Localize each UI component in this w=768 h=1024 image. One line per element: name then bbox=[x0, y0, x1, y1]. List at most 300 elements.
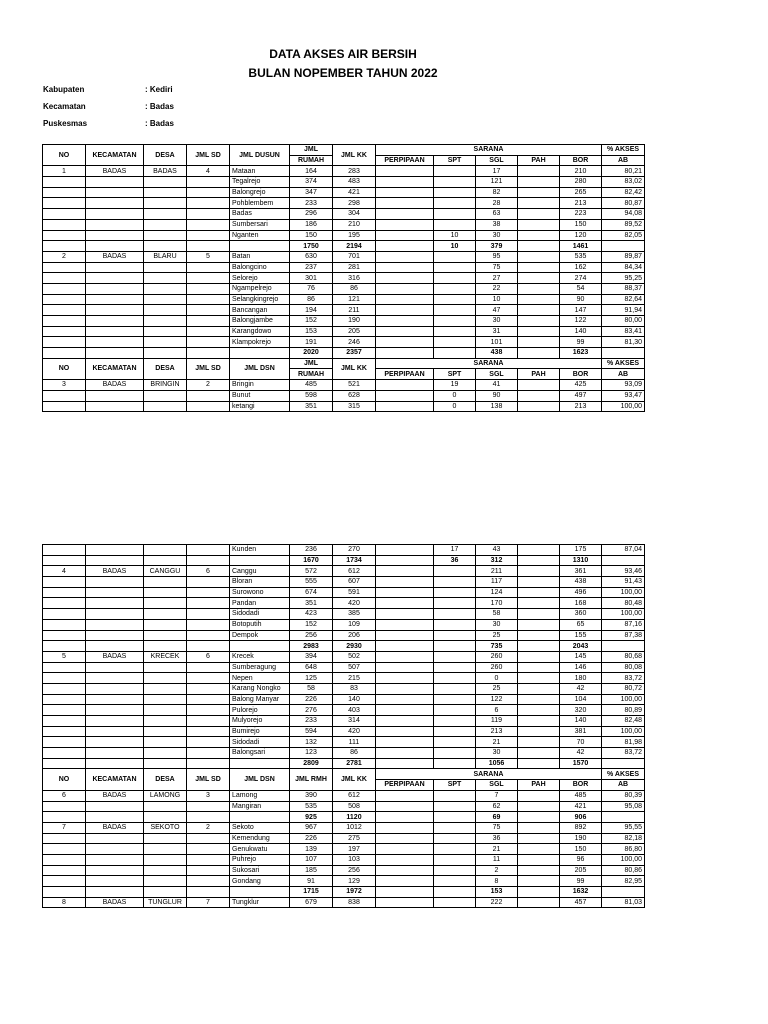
cell-spt bbox=[434, 251, 476, 262]
cell-jml-rumah: 598 bbox=[290, 390, 333, 401]
cell-no bbox=[43, 609, 86, 620]
header-sgl: SGL bbox=[476, 780, 518, 791]
header-jml: JML bbox=[290, 145, 333, 156]
cell-sgl: 25 bbox=[476, 683, 518, 694]
header-spt: SPT bbox=[434, 780, 476, 791]
cell-jml-sd: 7 bbox=[187, 897, 230, 908]
cell-desa bbox=[144, 683, 187, 694]
cell-jml-rumah: 967 bbox=[290, 822, 333, 833]
cell-dusun: ketangi bbox=[230, 401, 290, 412]
cell-spt bbox=[434, 726, 476, 737]
table-row bbox=[43, 587, 645, 598]
cell-jml-sd bbox=[187, 219, 230, 230]
cell-dusun: Tegalrejo bbox=[230, 177, 290, 188]
cell-akses-ab: 95,55 bbox=[602, 822, 645, 833]
cell-jml-kk: 211 bbox=[333, 305, 376, 316]
cell-perpipaan bbox=[376, 662, 434, 673]
cell-sgl: 379 bbox=[476, 241, 518, 252]
cell-jml-kk: 298 bbox=[333, 198, 376, 209]
cell-no bbox=[43, 187, 86, 198]
header-jml-sd: JML SD bbox=[187, 145, 230, 166]
cell-kecamatan bbox=[86, 844, 144, 855]
header-jml-dusun: JML DUSUN bbox=[230, 145, 290, 166]
cell-jml-sd bbox=[187, 609, 230, 620]
cell-akses-ab: 100,00 bbox=[602, 694, 645, 705]
table-row bbox=[43, 380, 645, 391]
cell-akses-ab: 83,72 bbox=[602, 748, 645, 759]
cell-jml-kk: 1734 bbox=[333, 555, 376, 566]
cell-bor: 168 bbox=[560, 598, 602, 609]
cell-kecamatan bbox=[86, 726, 144, 737]
table-row bbox=[43, 694, 645, 705]
cell-akses-ab: 81,30 bbox=[602, 337, 645, 348]
cell-sgl: 121 bbox=[476, 177, 518, 188]
cell-kecamatan bbox=[86, 887, 144, 898]
cell-kecamatan bbox=[86, 630, 144, 641]
cell-pah bbox=[518, 609, 560, 620]
cell-jml-sd bbox=[187, 598, 230, 609]
header-pah: PAH bbox=[518, 780, 560, 791]
cell-jml-rumah: 2809 bbox=[290, 758, 333, 769]
cell-akses-ab: 100,00 bbox=[602, 726, 645, 737]
cell-sgl: 735 bbox=[476, 641, 518, 652]
cell-bor: 1570 bbox=[560, 758, 602, 769]
cell-spt bbox=[434, 198, 476, 209]
cell-kecamatan bbox=[86, 401, 144, 412]
table-row bbox=[43, 705, 645, 716]
cell-dusun: Nganten bbox=[230, 230, 290, 241]
cell-desa bbox=[144, 641, 187, 652]
cell-jml-rumah: 150 bbox=[290, 230, 333, 241]
cell-pah bbox=[518, 726, 560, 737]
cell-no bbox=[43, 758, 86, 769]
cell-spt: 0 bbox=[434, 390, 476, 401]
cell-no: 3 bbox=[43, 380, 86, 391]
meta-label: Kabupaten bbox=[43, 85, 85, 94]
cell-jml-kk: 83 bbox=[333, 683, 376, 694]
cell-kecamatan bbox=[86, 390, 144, 401]
cell-akses-ab: 84,34 bbox=[602, 262, 645, 273]
cell-pah bbox=[518, 651, 560, 662]
cell-bor: 1461 bbox=[560, 241, 602, 252]
cell-perpipaan bbox=[376, 887, 434, 898]
cell-sgl: 30 bbox=[476, 230, 518, 241]
cell-jml-kk: 210 bbox=[333, 219, 376, 230]
header-row bbox=[43, 358, 645, 369]
cell-dusun: Balong Manyar bbox=[230, 694, 290, 705]
cell-jml-kk: 86 bbox=[333, 748, 376, 759]
cell-sgl: 30 bbox=[476, 316, 518, 327]
cell-bor: 104 bbox=[560, 694, 602, 705]
cell-pah bbox=[518, 619, 560, 630]
cell-bor: 1632 bbox=[560, 887, 602, 898]
cell-akses-ab: 83,41 bbox=[602, 326, 645, 337]
cell-no bbox=[43, 865, 86, 876]
meta-value: : Kediri bbox=[145, 85, 173, 94]
cell-perpipaan bbox=[376, 337, 434, 348]
cell-pah bbox=[518, 854, 560, 865]
subtotal-row bbox=[43, 241, 645, 252]
cell-perpipaan bbox=[376, 865, 434, 876]
cell-kecamatan bbox=[86, 587, 144, 598]
cell-desa bbox=[144, 209, 187, 220]
cell-desa bbox=[144, 876, 187, 887]
cell-jml-sd bbox=[187, 209, 230, 220]
cell-kecamatan bbox=[86, 619, 144, 630]
cell-jml-rumah: 347 bbox=[290, 187, 333, 198]
cell-jml-rumah: 374 bbox=[290, 177, 333, 188]
cell-pah bbox=[518, 587, 560, 598]
cell-jml-rumah: 1670 bbox=[290, 555, 333, 566]
cell-akses-ab: 82,64 bbox=[602, 294, 645, 305]
cell-akses-ab: 81,98 bbox=[602, 737, 645, 748]
cell-jml-sd bbox=[187, 758, 230, 769]
cell-kecamatan bbox=[86, 177, 144, 188]
cell-jml-rumah: 394 bbox=[290, 651, 333, 662]
cell-pah bbox=[518, 209, 560, 220]
meta-value: : Badas bbox=[145, 119, 174, 128]
cell-jml-sd bbox=[187, 337, 230, 348]
cell-akses-ab bbox=[602, 641, 645, 652]
table-row bbox=[43, 844, 645, 855]
table-row bbox=[43, 662, 645, 673]
cell-desa bbox=[144, 390, 187, 401]
cell-bor: 381 bbox=[560, 726, 602, 737]
cell-bor: 175 bbox=[560, 545, 602, 556]
cell-sgl: 27 bbox=[476, 273, 518, 284]
table-row bbox=[43, 833, 645, 844]
cell-bor: 265 bbox=[560, 187, 602, 198]
cell-desa bbox=[144, 273, 187, 284]
cell-dusun: Mangiran bbox=[230, 801, 290, 812]
cell-sgl: 30 bbox=[476, 619, 518, 630]
cell-bor: 438 bbox=[560, 577, 602, 588]
cell-jml-kk: 256 bbox=[333, 865, 376, 876]
cell-desa: BADAS bbox=[144, 166, 187, 177]
cell-jml-sd bbox=[187, 262, 230, 273]
cell-jml-sd bbox=[187, 555, 230, 566]
cell-spt bbox=[434, 283, 476, 294]
cell-spt: 0 bbox=[434, 401, 476, 412]
cell-no bbox=[43, 854, 86, 865]
cell-desa bbox=[144, 283, 187, 294]
cell-dusun: Pulorejo bbox=[230, 705, 290, 716]
cell-perpipaan bbox=[376, 758, 434, 769]
cell-jml-kk: 195 bbox=[333, 230, 376, 241]
header-jml-kk: JML KK bbox=[333, 358, 376, 379]
cell-dusun: Karangdowo bbox=[230, 326, 290, 337]
cell-spt bbox=[434, 609, 476, 620]
cell-akses-ab: 80,08 bbox=[602, 662, 645, 673]
cell-dusun: Balongsari bbox=[230, 748, 290, 759]
cell-spt bbox=[434, 812, 476, 823]
header-no: NO bbox=[43, 769, 86, 790]
cell-jml-sd bbox=[187, 316, 230, 327]
cell-no: 7 bbox=[43, 822, 86, 833]
cell-akses-ab: 80,00 bbox=[602, 316, 645, 327]
cell-bor: 892 bbox=[560, 822, 602, 833]
cell-no: 6 bbox=[43, 790, 86, 801]
cell-desa bbox=[144, 662, 187, 673]
cell-akses-ab: 87,04 bbox=[602, 545, 645, 556]
cell-desa: CANGGU bbox=[144, 566, 187, 577]
cell-no bbox=[43, 812, 86, 823]
header-sgl: SGL bbox=[476, 155, 518, 166]
cell-jml-rumah: 630 bbox=[290, 251, 333, 262]
table-row bbox=[43, 577, 645, 588]
cell-sgl: 119 bbox=[476, 716, 518, 727]
table-row bbox=[43, 726, 645, 737]
cell-jml-rumah: 301 bbox=[290, 273, 333, 284]
cell-jml-kk: 1012 bbox=[333, 822, 376, 833]
cell-desa: LAMONG bbox=[144, 790, 187, 801]
cell-kecamatan bbox=[86, 598, 144, 609]
cell-akses-ab: 93,46 bbox=[602, 566, 645, 577]
cell-no bbox=[43, 683, 86, 694]
cell-desa bbox=[144, 619, 187, 630]
cell-spt bbox=[434, 348, 476, 359]
cell-kecamatan bbox=[86, 555, 144, 566]
cell-sgl: 95 bbox=[476, 251, 518, 262]
table-row bbox=[43, 865, 645, 876]
subtotal-row bbox=[43, 641, 645, 652]
cell-jml-sd bbox=[187, 844, 230, 855]
header-jml-sd: JML SD bbox=[187, 769, 230, 790]
header-jml-dsn: JML DSN bbox=[230, 769, 290, 790]
cell-desa bbox=[144, 673, 187, 684]
cell-jml-kk: 314 bbox=[333, 716, 376, 727]
cell-jml-rumah: 125 bbox=[290, 673, 333, 684]
cell-spt bbox=[434, 865, 476, 876]
cell-jml-kk: 612 bbox=[333, 566, 376, 577]
cell-kecamatan bbox=[86, 748, 144, 759]
cell-spt bbox=[434, 337, 476, 348]
cell-sgl: 58 bbox=[476, 609, 518, 620]
cell-desa bbox=[144, 694, 187, 705]
cell-perpipaan bbox=[376, 726, 434, 737]
cell-akses-ab: 83,72 bbox=[602, 673, 645, 684]
header-spt: SPT bbox=[434, 155, 476, 166]
cell-akses-ab: 94,08 bbox=[602, 209, 645, 220]
cell-jml-rumah: 423 bbox=[290, 609, 333, 620]
cell-perpipaan bbox=[376, 812, 434, 823]
cell-jml-sd bbox=[187, 737, 230, 748]
cell-spt bbox=[434, 801, 476, 812]
cell-sgl: 47 bbox=[476, 305, 518, 316]
cell-jml-kk: 403 bbox=[333, 705, 376, 716]
cell-jml-sd bbox=[187, 716, 230, 727]
cell-dusun: Karang Nongko bbox=[230, 683, 290, 694]
cell-pah bbox=[518, 198, 560, 209]
cell-perpipaan bbox=[376, 876, 434, 887]
cell-kecamatan bbox=[86, 876, 144, 887]
meta-puskesmas bbox=[43, 119, 174, 128]
header-jml-kk: JML KK bbox=[333, 145, 376, 166]
cell-akses-ab: 95,25 bbox=[602, 273, 645, 284]
cell-jml-sd bbox=[187, 854, 230, 865]
cell-desa bbox=[144, 545, 187, 556]
table-row bbox=[43, 326, 645, 337]
cell-jml-sd bbox=[187, 587, 230, 598]
cell-perpipaan bbox=[376, 230, 434, 241]
cell-akses-ab bbox=[602, 348, 645, 359]
cell-perpipaan bbox=[376, 177, 434, 188]
header-jml: JML bbox=[290, 358, 333, 369]
cell-dusun: Mulyorejo bbox=[230, 716, 290, 727]
cell-sgl: 43 bbox=[476, 545, 518, 556]
cell-spt bbox=[434, 651, 476, 662]
cell-kecamatan bbox=[86, 694, 144, 705]
cell-jml-sd bbox=[187, 641, 230, 652]
cell-perpipaan bbox=[376, 609, 434, 620]
cell-kecamatan bbox=[86, 326, 144, 337]
cell-pah bbox=[518, 748, 560, 759]
cell-jml-kk: 205 bbox=[333, 326, 376, 337]
header-kecamatan: KECAMATAN bbox=[86, 358, 144, 379]
cell-sgl: 260 bbox=[476, 651, 518, 662]
cell-jml-sd bbox=[187, 887, 230, 898]
cell-sgl: 222 bbox=[476, 897, 518, 908]
cell-spt: 36 bbox=[434, 555, 476, 566]
cell-pah bbox=[518, 294, 560, 305]
cell-no bbox=[43, 662, 86, 673]
cell-perpipaan bbox=[376, 380, 434, 391]
cell-jml-sd bbox=[187, 865, 230, 876]
cell-bor: 162 bbox=[560, 262, 602, 273]
table-row bbox=[43, 230, 645, 241]
cell-dusun: Bloran bbox=[230, 577, 290, 588]
report-subtitle: BULAN NOPEMBER TAHUN 2022 bbox=[248, 66, 438, 80]
cell-jml-sd: 6 bbox=[187, 651, 230, 662]
cell-no bbox=[43, 177, 86, 188]
cell-dusun: Genukwatu bbox=[230, 844, 290, 855]
cell-bor: 360 bbox=[560, 609, 602, 620]
cell-kecamatan: BADAS bbox=[86, 790, 144, 801]
cell-dusun: Nepen bbox=[230, 673, 290, 684]
cell-jml-sd: 6 bbox=[187, 566, 230, 577]
cell-akses-ab: 93,09 bbox=[602, 380, 645, 391]
cell-jml-sd bbox=[187, 662, 230, 673]
header-desa: DESA bbox=[144, 358, 187, 379]
table-row bbox=[43, 790, 645, 801]
cell-kecamatan bbox=[86, 865, 144, 876]
cell-sgl: 22 bbox=[476, 283, 518, 294]
cell-spt: 17 bbox=[434, 545, 476, 556]
table-row bbox=[43, 801, 645, 812]
cell-bor: 2043 bbox=[560, 641, 602, 652]
cell-dusun: Kemendung bbox=[230, 833, 290, 844]
cell-perpipaan bbox=[376, 283, 434, 294]
cell-desa bbox=[144, 187, 187, 198]
water-access-table-1 bbox=[42, 144, 645, 412]
meta-kabupaten bbox=[43, 85, 173, 94]
cell-perpipaan bbox=[376, 390, 434, 401]
cell-bor: 205 bbox=[560, 865, 602, 876]
cell-bor: 457 bbox=[560, 897, 602, 908]
header-pah: PAH bbox=[518, 369, 560, 380]
cell-no bbox=[43, 316, 86, 327]
cell-kecamatan bbox=[86, 705, 144, 716]
cell-bor: 122 bbox=[560, 316, 602, 327]
header-akses: % AKSES bbox=[602, 145, 645, 156]
cell-pah bbox=[518, 316, 560, 327]
cell-bor: 99 bbox=[560, 876, 602, 887]
cell-kecamatan bbox=[86, 230, 144, 241]
cell-jml-kk: 275 bbox=[333, 833, 376, 844]
cell-kecamatan bbox=[86, 262, 144, 273]
cell-spt bbox=[434, 641, 476, 652]
cell-perpipaan bbox=[376, 198, 434, 209]
cell-bor: 210 bbox=[560, 166, 602, 177]
cell-bor: 140 bbox=[560, 716, 602, 727]
cell-pah bbox=[518, 401, 560, 412]
cell-jml-kk: 385 bbox=[333, 609, 376, 620]
cell-bor: 213 bbox=[560, 401, 602, 412]
cell-perpipaan bbox=[376, 619, 434, 630]
table-row bbox=[43, 251, 645, 262]
subtotal-row bbox=[43, 887, 645, 898]
cell-pah bbox=[518, 326, 560, 337]
cell-kecamatan bbox=[86, 577, 144, 588]
cell-desa bbox=[144, 555, 187, 566]
header-perpipaan: PERPIPAAN bbox=[376, 780, 434, 791]
cell-no bbox=[43, 283, 86, 294]
table-row bbox=[43, 187, 645, 198]
cell-sgl: 211 bbox=[476, 566, 518, 577]
header-perpipaan: PERPIPAAN bbox=[376, 155, 434, 166]
cell-spt bbox=[434, 844, 476, 855]
cell-perpipaan bbox=[376, 716, 434, 727]
cell-akses-ab bbox=[602, 887, 645, 898]
cell-jml-rumah: 351 bbox=[290, 401, 333, 412]
table-row bbox=[43, 748, 645, 759]
cell-akses-ab: 80,86 bbox=[602, 865, 645, 876]
cell-kecamatan bbox=[86, 273, 144, 284]
cell-perpipaan bbox=[376, 251, 434, 262]
cell-spt bbox=[434, 854, 476, 865]
cell-bor: 155 bbox=[560, 630, 602, 641]
cell-jml-kk: 246 bbox=[333, 337, 376, 348]
cell-bor: 213 bbox=[560, 198, 602, 209]
cell-pah bbox=[518, 876, 560, 887]
header-spt: SPT bbox=[434, 369, 476, 380]
cell-jml-kk: 502 bbox=[333, 651, 376, 662]
cell-jml-rumah: 390 bbox=[290, 790, 333, 801]
header-akses: % AKSES bbox=[602, 358, 645, 369]
cell-sgl: 1056 bbox=[476, 758, 518, 769]
cell-jml-rumah: 1750 bbox=[290, 241, 333, 252]
cell-desa bbox=[144, 630, 187, 641]
cell-bor: 120 bbox=[560, 230, 602, 241]
cell-spt bbox=[434, 219, 476, 230]
cell-bor: 190 bbox=[560, 833, 602, 844]
cell-jml-rumah: 237 bbox=[290, 262, 333, 273]
cell-perpipaan bbox=[376, 305, 434, 316]
cell-spt bbox=[434, 758, 476, 769]
cell-perpipaan bbox=[376, 694, 434, 705]
table-row bbox=[43, 630, 645, 641]
cell-perpipaan bbox=[376, 630, 434, 641]
header-rumah: RUMAH bbox=[290, 155, 333, 166]
meta-kecamatan bbox=[43, 102, 174, 111]
cell-no bbox=[43, 348, 86, 359]
table-row bbox=[43, 262, 645, 273]
cell-jml-kk: 129 bbox=[333, 876, 376, 887]
cell-pah bbox=[518, 273, 560, 284]
table-row bbox=[43, 854, 645, 865]
cell-no bbox=[43, 555, 86, 566]
cell-pah bbox=[518, 865, 560, 876]
